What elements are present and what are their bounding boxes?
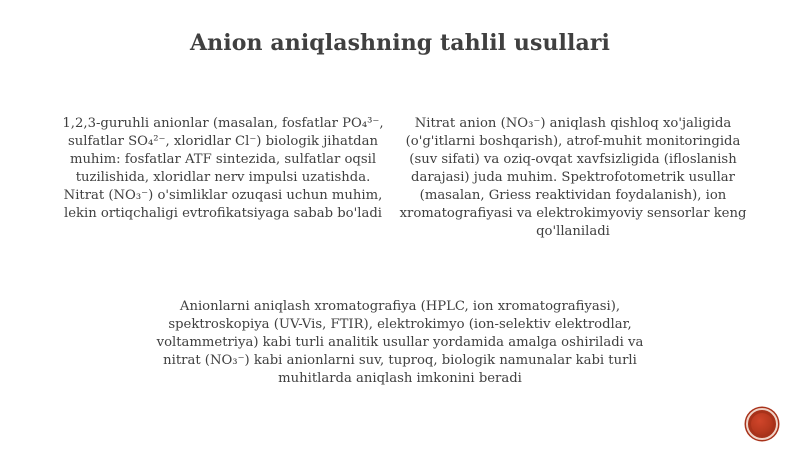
bottom-text-block: Anionlarni aniqlash xromatografiya (HPLC, ion xromatografiyasi), spektroskopiya (UV-Vis, FTIR), elektrokimyo (ion-selektiv elektrodlar, voltammetriya) kabi turli analitik usullar yordamida amalga oshiriladi va nitrat (NO₃⁻) kabi anionlarni suv, tuproq, biologik namunalar kabi turli muhitlarda aniqlash imkonini beradi bbox=[156, 299, 644, 386]
slide-title: Anion aniqlashning tahlil usullari bbox=[190, 30, 610, 56]
left-text-block: 1,2,3-guruhli anionlar (masalan, fosfatlar PO₄³⁻, sulfatlar SO₄²⁻, xloridlar Cl⁻) biologik jihatdan muhim: fosfatlar ATF sintezida, sulfatlar oqsil tuzilishida, xloridlar nerv impulsi uzatishda. Nitrat (NO₃⁻) o'simliklar ozuqasi uchun muhim, lekin ortiqchaligi evtrofikatsiyaga sabab bo'ladi bbox=[62, 116, 384, 221]
circle-button-icon[interactable] bbox=[746, 408, 778, 440]
right-text-block: Nitrat anion (NO₃⁻) aniqlash qishloq xo'jaligida (o'g'itlarni boshqarish), atrof-muhit monitoringida (suv sifati) va oziq-ovqat xavfsizligida (ifloslanish darajasi) juda muhim. Spektrofotometrik usullar (masalan, Griess reaktividan foydalanish), ion xromatografiyasi va elektrokimyoviy sensorlar keng qo'llaniladi bbox=[399, 116, 747, 239]
circle-button-inner bbox=[751, 413, 773, 435]
